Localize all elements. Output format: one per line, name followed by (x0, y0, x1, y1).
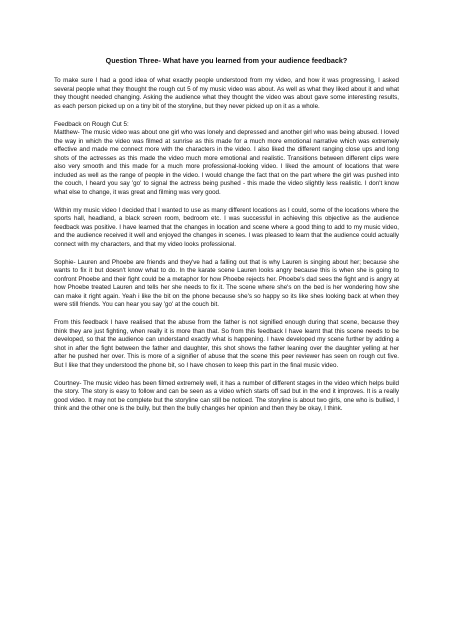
sophie-feedback-paragraph: Sophie- Lauren and Phoebe are friends and they've had a falling out that is why Lauren is singing about her; because she wants to fix it but doesn't know what to do. In the karate scene Lauren looks angry because this is when she is going to confront Phoebe and their fight could be a metaphor for how Phoebe rejects her. Phoebe's dad sees the fight and is angry at how Phoebe treated Lauren and tells her she needs to fix it. The scene where she's on the bed is her wondering how she can make it right again. Yeah i like the bit on the phone because she's so happy so its like shes looking back at when they were still friends. You can hear you say 'go' at the couch bit. (54, 258, 399, 308)
courtney-feedback-paragraph: Courtney- The music video has been filmed extremely well, it has a number of different stages in the video which helps build the story. The story is easy to follow and can be seen as a video which starts off sad but in the end it improves. It is a really good video. It may not be complete but the storyline can still be noticed. The storyline is about two girls, one who is bullied, I think and the other one is the bully, but then the bully changes her opinion and then they be okay, I think. (54, 379, 399, 412)
feedback-heading: Feedback on Rough Cut 5: (54, 120, 129, 128)
abuse-reflection-paragraph: From this feedback I have realised that the abuse from the father is not signified enough during that scene, because they think they are just fighting, when really it is more than that. So from this feedback I have learnt that this scene needs to be developed, so that the audience can understand exactly what is happening. I have developed my scene further by adding a shot in after the fight between the father and daughter, this shot shows the father leaning over the daughter yelling at her after he pushed her over. This is more of a signifier of abuse that the scene this peer reviewer has seen on rough cut five. But I like that they understood the phone bit, so I have chosen to keep this part in the final music video. (54, 319, 399, 369)
intro-paragraph: To make sure I had a good idea of what exactly people understood from my video, and how it was progressing, I asked several people what they thought the rough cut 5 of my music video was about. As well as what they liked about it and what they thought needed changing. Asking the audience what they thought the video was about gave some interesting results, as each person picked up on a tiny bit of the storyline, but they never picked up on it as a whole. (54, 77, 399, 110)
matthew-feedback-paragraph: Matthew- The music video was about one girl who was lonely and depressed and another girl who was being abused. I loved the way in which the video was filmed at sunrise as this made for a much more emotional narrative which was extremely effective and made me connect more with the characters in the video. I also liked the different ranging close ups and long shots of the actresses as this made the video much more emotional and realistic. Transitions between different clips were also very smooth and this made for a much more professional-looking video. I liked the amount of locations that were included as well as the range of people in the video. I would change the fact that on the part where the girl was pushed into the couch, I heard you say 'go' to signal the actress being pushed - this made the video slightly less realistic. I don't know what else to change, it was great and filming was very good. (54, 129, 399, 196)
page-title: Question Three- What have you learned from your audience feedback? (105, 56, 348, 65)
locations-reflection-paragraph: Within my music video I decided that I wanted to use as many different locations as I could, some of the locations where the sports hall, headland, a black screen room, bedroom etc. I was successful in achieving this objective as the audience feedback was positive. I have learned that the changes in location and scene where a good thing to add to my music video, and the audience received it well and enjoyed the changes in scenes. I was pleased to learn that the audience could actually connect with my characters, and that my video looks professional. (54, 206, 399, 248)
